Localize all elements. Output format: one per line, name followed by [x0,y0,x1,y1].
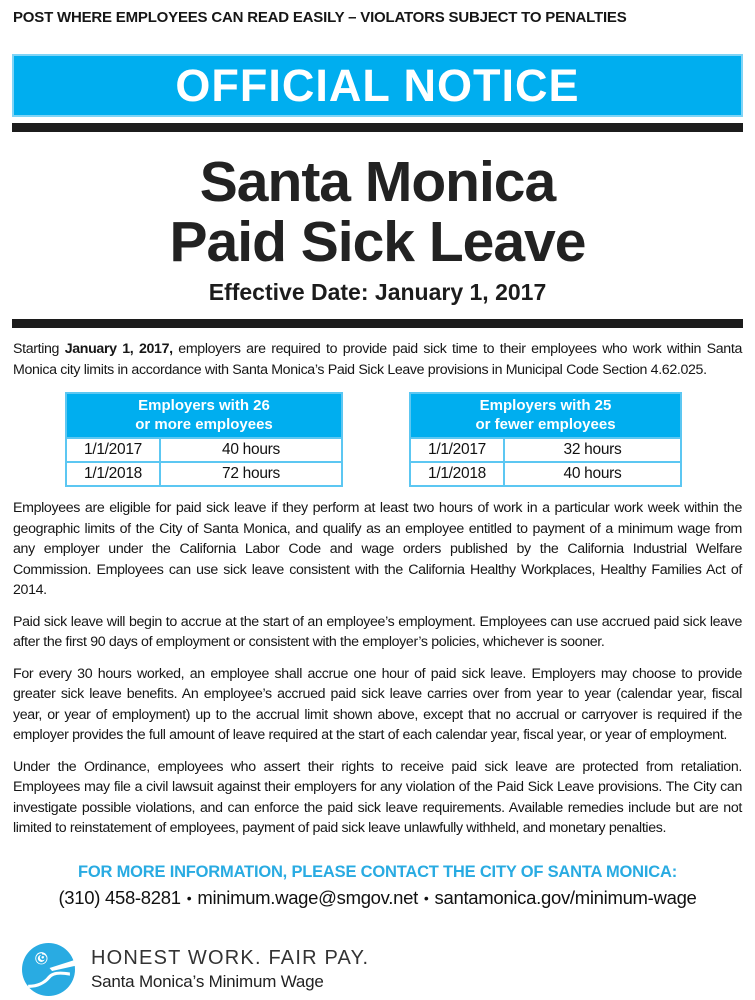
contact-heading: FOR MORE INFORMATION, PLEASE CONTACT THE CITY OF SANTA MONICA: [78,862,677,881]
footer-text [91,947,369,992]
table-large-employers [65,392,343,487]
intro-prefix: Starting [13,341,65,357]
bullet-separator-icon: • [423,889,429,906]
table-cell-hours: 40 hours [222,441,280,458]
table-cell-hours: 32 hours [563,441,622,458]
divider-bar-bottom [12,319,743,328]
accrual-rate-paragraph: For every 30 hours worked, an employee shall accrue one hour of paid sick leave. Employers may choose to provide greater sick leave benefits. An employee’s accrued paid sick leave carries over from year to year (calendar year, fiscal year, or year of employment) up to the accrual limit shown above, except that no accrual or carryover is required if the employer provides the full amount of leave required at the start of each calendar year, fiscal year, or year of employment. [13,665,742,743]
intro-rest: employers are required to provide paid sick time to their employees who work within Santa Monica city limits in accordance with Santa Monica’s Paid Sick Leave provisions in Municipal Code Section 4.62.025. [13,341,742,378]
contact-phone: (310) 458-8281 [58,886,181,908]
table-large-header [67,394,341,437]
banner-title: OFFICIAL NOTICE [175,59,580,111]
intro-date-bold: January 1, 2017, [64,341,173,357]
table-small-header [411,394,680,437]
table-cell-hours: 40 hours [563,465,622,482]
table-cell-date: 1/1/2018 [411,463,505,485]
santa-monica-logo-icon [22,943,75,996]
table-row [67,461,341,485]
contact-info [0,887,755,909]
table-cell-hours: 72 hours [222,465,280,482]
table-cell-date: 1/1/2017 [411,439,505,461]
enforcement-paragraph: Under the Ordinance, employees who assert their rights to receive paid sick leave are protected from retaliation. Employees may file a civil lawsuit against their employers for any violation of the Paid Sick Leave provisions. The City can investigate possible violations, and can enforce the paid sick leave requirements. Available remedies include but are not limited to reinstatement of employees, payment of paid sick leave unlawfully withheld, and monetary penalties. [13,758,742,836]
contact-email: minimum.wage@smgov.net [197,886,418,908]
footer-subtitle: Santa Monica’s Minimum Wage [91,972,324,991]
table-small-header-line1: Employers with 25 [479,397,612,414]
title-line-2: Paid Sick Leave [169,210,586,274]
posting-instruction: POST WHERE EMPLOYEES CAN READ EASILY – VIOLATORS SUBJECT TO PENALTIES [13,9,627,26]
table-large-header-line2: or more employees [135,416,273,433]
bullet-separator-icon: • [186,889,192,906]
accrual-start-paragraph: Paid sick leave will begin to accrue at the start of an employee’s employment. Employees can use accrued paid sick leave after the first 90 days of employment or consistent with the employer’s policies, whichever is sooner. [13,613,742,650]
footer-branding [22,943,369,996]
eligibility-paragraph: Employees are eligible for paid sick leave if they perform at least two hours of work in a particular work week within the geographic limits of the City of Santa Monica, and qualify as an employee entitled to payment of a minimum wage from any employer under the California Labor Code and wage orders published by the California Industrial Welfare Commission. Employees can use sick leave consistent with the California Healthy Workplaces, Healthy Families Act of 2014. [13,500,742,598]
table-large-header-line1: Employers with 26 [138,397,270,414]
table-row [411,461,680,485]
intro-paragraph [13,339,742,380]
table-row [67,437,341,461]
footer-tagline: HONEST WORK. FAIR PAY. [91,947,370,969]
contact-website: santamonica.gov/minimum-wage [434,886,697,908]
official-notice-banner [12,54,743,117]
table-cell-date: 1/1/2017 [67,439,161,461]
page-title [0,152,755,272]
divider-bar-top [12,123,743,132]
accrual-tables [65,392,682,487]
table-small-header-line2: or fewer employees [475,416,616,433]
table-small-employers [409,392,682,487]
effective-date: Effective Date: January 1, 2017 [208,279,547,305]
table-row [411,437,680,461]
table-cell-date: 1/1/2018 [67,463,161,485]
title-line-1: Santa Monica [199,150,556,214]
